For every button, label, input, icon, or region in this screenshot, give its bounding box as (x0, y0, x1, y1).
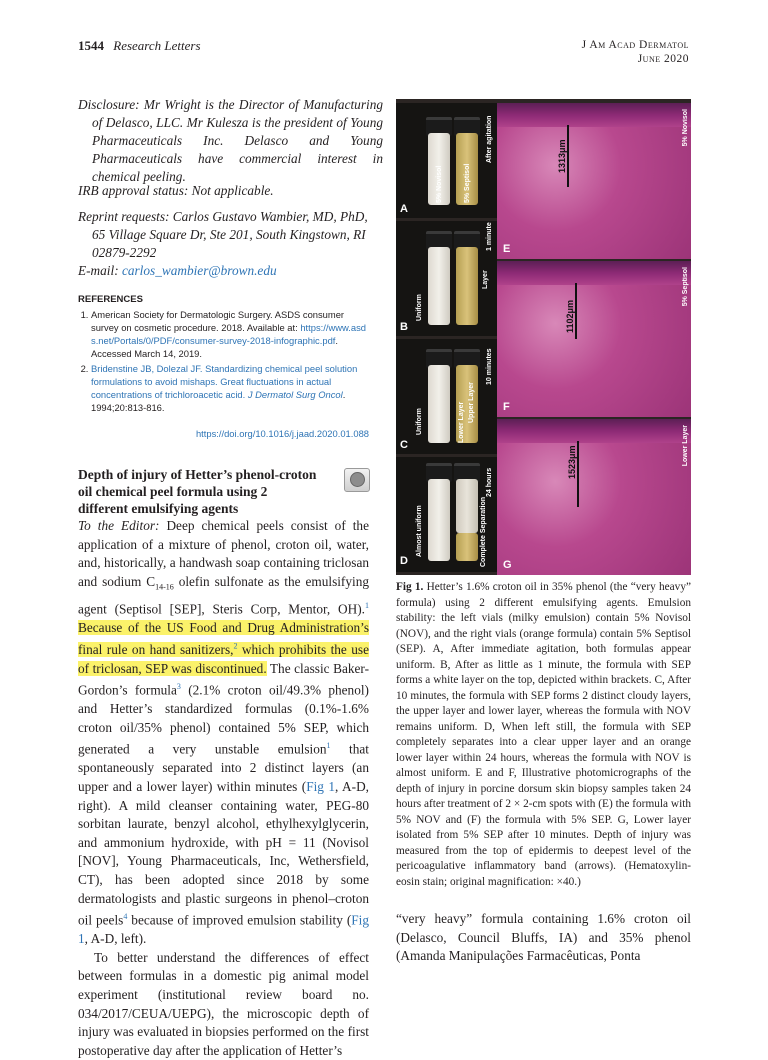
paragraph: To the Editor: Deep chemical peels consist of the application of a mixture of phenol, croton oil, water, and, historically, a handwash soap containing triclosan and sodium $C_{14-16}$ olefin sulfonate as the emulsifying agent (Septisol [SEP], Steris Corp, Mentor, OH).$^1$ Because of the US Food and Drug Administration’s final rule on hand sanitizers,$^2$ which prohibits the use of triclosan, SEP was discontinued. The classic Baker-Gordon’s formula$^3$ (2.1% croton oil/49.3% phenol) and Hetter’s standardized formulas (0.1%-1.6% croton oil/35% phenol) contained 5% SEP, which generated a very unstable emulsion$^1$ that spontaneously separated into 2 distinct layers (an upper and a lower layer) within minutes (Fig 1, A-D, right). A mild cleanser containing water, PEG-80 sorbitan laurate, benzyl alcohol, ethylhexylglycerin, and ammonium hydroxide, with pH = 11 (Novisol [NOV], Young Pharmaceuticals, Inc, Wethersfield, CT), has been adopted since 2018 by some dermatologists and plastic surgeons in phenol–croton oil peels$^4$ because of improved emulsion stability (Fig 1, A-D, left). (78, 518, 370, 947)
panel-d: Almost uniform Complete Separation 24 hours D (396, 457, 497, 572)
highlight: Because of the US Food and Drug Administration’s final rule on hand sanitizers,$^2$ which prohibits the use of triclosan, SEP was discontinued. (78, 620, 369, 676)
figure-link[interactable]: Fig 1 (78, 912, 369, 947)
caption-label: Fig 1. (396, 581, 424, 593)
panel-a: 5% Novisol 5% Septisol After agitation A (396, 103, 497, 218)
article-body (78, 517, 369, 1060)
paragraph: To better understand the differences of effect between formulas in a domestic pig animal model experiment (institutional review board no. 034/2017/CEUA/UEPG), the microscopic depth of injury was evaluated in biopsies performed on the first postoperative day after the application of Hetter’s (78, 949, 369, 1058)
issue-date: June 2020 (637, 53, 689, 65)
panel-b: Uniform Layer 1 minute B (396, 221, 497, 336)
page-number: 1544 (78, 38, 104, 53)
email-label: E-mail: (78, 263, 119, 278)
references-heading: REFERENCES (78, 294, 143, 305)
section-name: Research Letters (113, 38, 201, 53)
figure-1 (396, 99, 691, 575)
figure-link[interactable]: Fig 1 (306, 779, 336, 795)
reference-item: 2. Bridenstine JB, Dolezal JF. Standardizing chemical peel solution formulations to avoid mishaps. Great fluctuations in actual concentrations of trichloroacetic acid. J Dermatol Surg Oncol. 1994;20:813-816. (91, 362, 369, 414)
running-header-left (78, 38, 201, 54)
article-title: Depth of injury of Hetter’s phenol-croton oil chemical peel formula using 2 different emulsifying agents (78, 467, 317, 516)
panel-g: 1523μm Lower Layer G (497, 419, 691, 575)
crossmark-icon[interactable] (344, 468, 370, 492)
references-list (78, 308, 369, 416)
reference-item: 1. American Society for Dermatologic Surgery. ASDS consumer survey on cosmetic procedure. 2018. Available at: https://www.asds.net/Portals/0/PDF/consumer-survey-2018-infographic.pdf. Accessed March 14, 2019. (91, 308, 369, 360)
running-header-right (582, 38, 689, 66)
doi-link[interactable]: https://doi.org/10.1016/j.jaad.2020.01.088 (195, 428, 369, 439)
journal-name: J Am Acad Dermatol (581, 39, 689, 51)
reference-link[interactable]: Bridenstine JB, Dolezal JF. Standardizing chemical peel solution formulations to avoid mishaps. Great fluctuations in actual concentrations of trichloroacetic acid. (91, 363, 358, 400)
caption-text: Hetter’s 1.6% croton oil in 35% phenol (the “very heavy” formula) using 2 different emulsifying agents. Emulsion stability: the left vials (milky emulsion) contain 5% Novisol (NOV), and the right vials (orange formula) contain 5% Septisol (SEP). A, After immediate agitation, both formulas appear uniform. B, After as little as 1 minute, the formula with SEP forms a white layer on the top, depicted within brackets. C, After 10 minutes, the formula with SEP forms 2 distinct cloudy layers, the upper layer and lower layer, whereas the formula with NOV remains uniform. D, When left still, the formula with SEP completely separates into a clear upper layer and an orange lower layer within 24 hours, whereas the formula with NOV is almost uniform. E and F, Illustrative photomicrographs of the depth of injury in porcine dorsum skin biopsy samples taken 24 hours after treatment of 2 × 2-cm spots with (E) the formula with 5% NOV and (F) the formula with 5% SEP. G, Lower layer isolated from 5% SEP after 10 minutes. Depth of injury was measured from the top of epidermis to deepest level of the pericoagulative inflammatory band (arrows). (Hematoxylin-eosin stain; original magnification: ×40.) (396, 581, 691, 888)
reference-link[interactable]: https://www.asds.net/Portals/0/PDF/consumer-survey-2018-infographic.pdf (91, 322, 366, 346)
figure-caption (396, 580, 691, 890)
reprint-requests: Reprint requests: Carlos Gustavo Wambier, MD, PhD, 65 Village Square Dr, Ste 201, South Kingstown, RI 02879-2292 (78, 209, 368, 260)
email-line (78, 262, 369, 280)
panel-e: 1313μm 5% Novisol E (497, 103, 691, 259)
disclosure: Disclosure: Mr Wright is the Director of Manufacturing of Delasco, LLC. Mr Kulesza is the president of Young Pharmaceuticals Inc. Delasco and Young Pharmaceuticals have commercial interest in chemical peeling. (78, 97, 383, 184)
irb-status: IRB approval status: Not applicable. (78, 183, 274, 198)
continuation-text: “very heavy” formula containing 1.6% croton oil (Delasco, Council Bluffs, IA) and 35% phenol (Amanda Manipulações Farmacêuticas, Ponta (396, 911, 691, 964)
panel-c: Uniform Lower Layer Upper Layer 10 minutes C (396, 339, 497, 454)
email-link[interactable]: carlos_wambier@brown.edu (121, 263, 277, 278)
panel-f: 1102μm 5% Septisol F (497, 261, 691, 417)
